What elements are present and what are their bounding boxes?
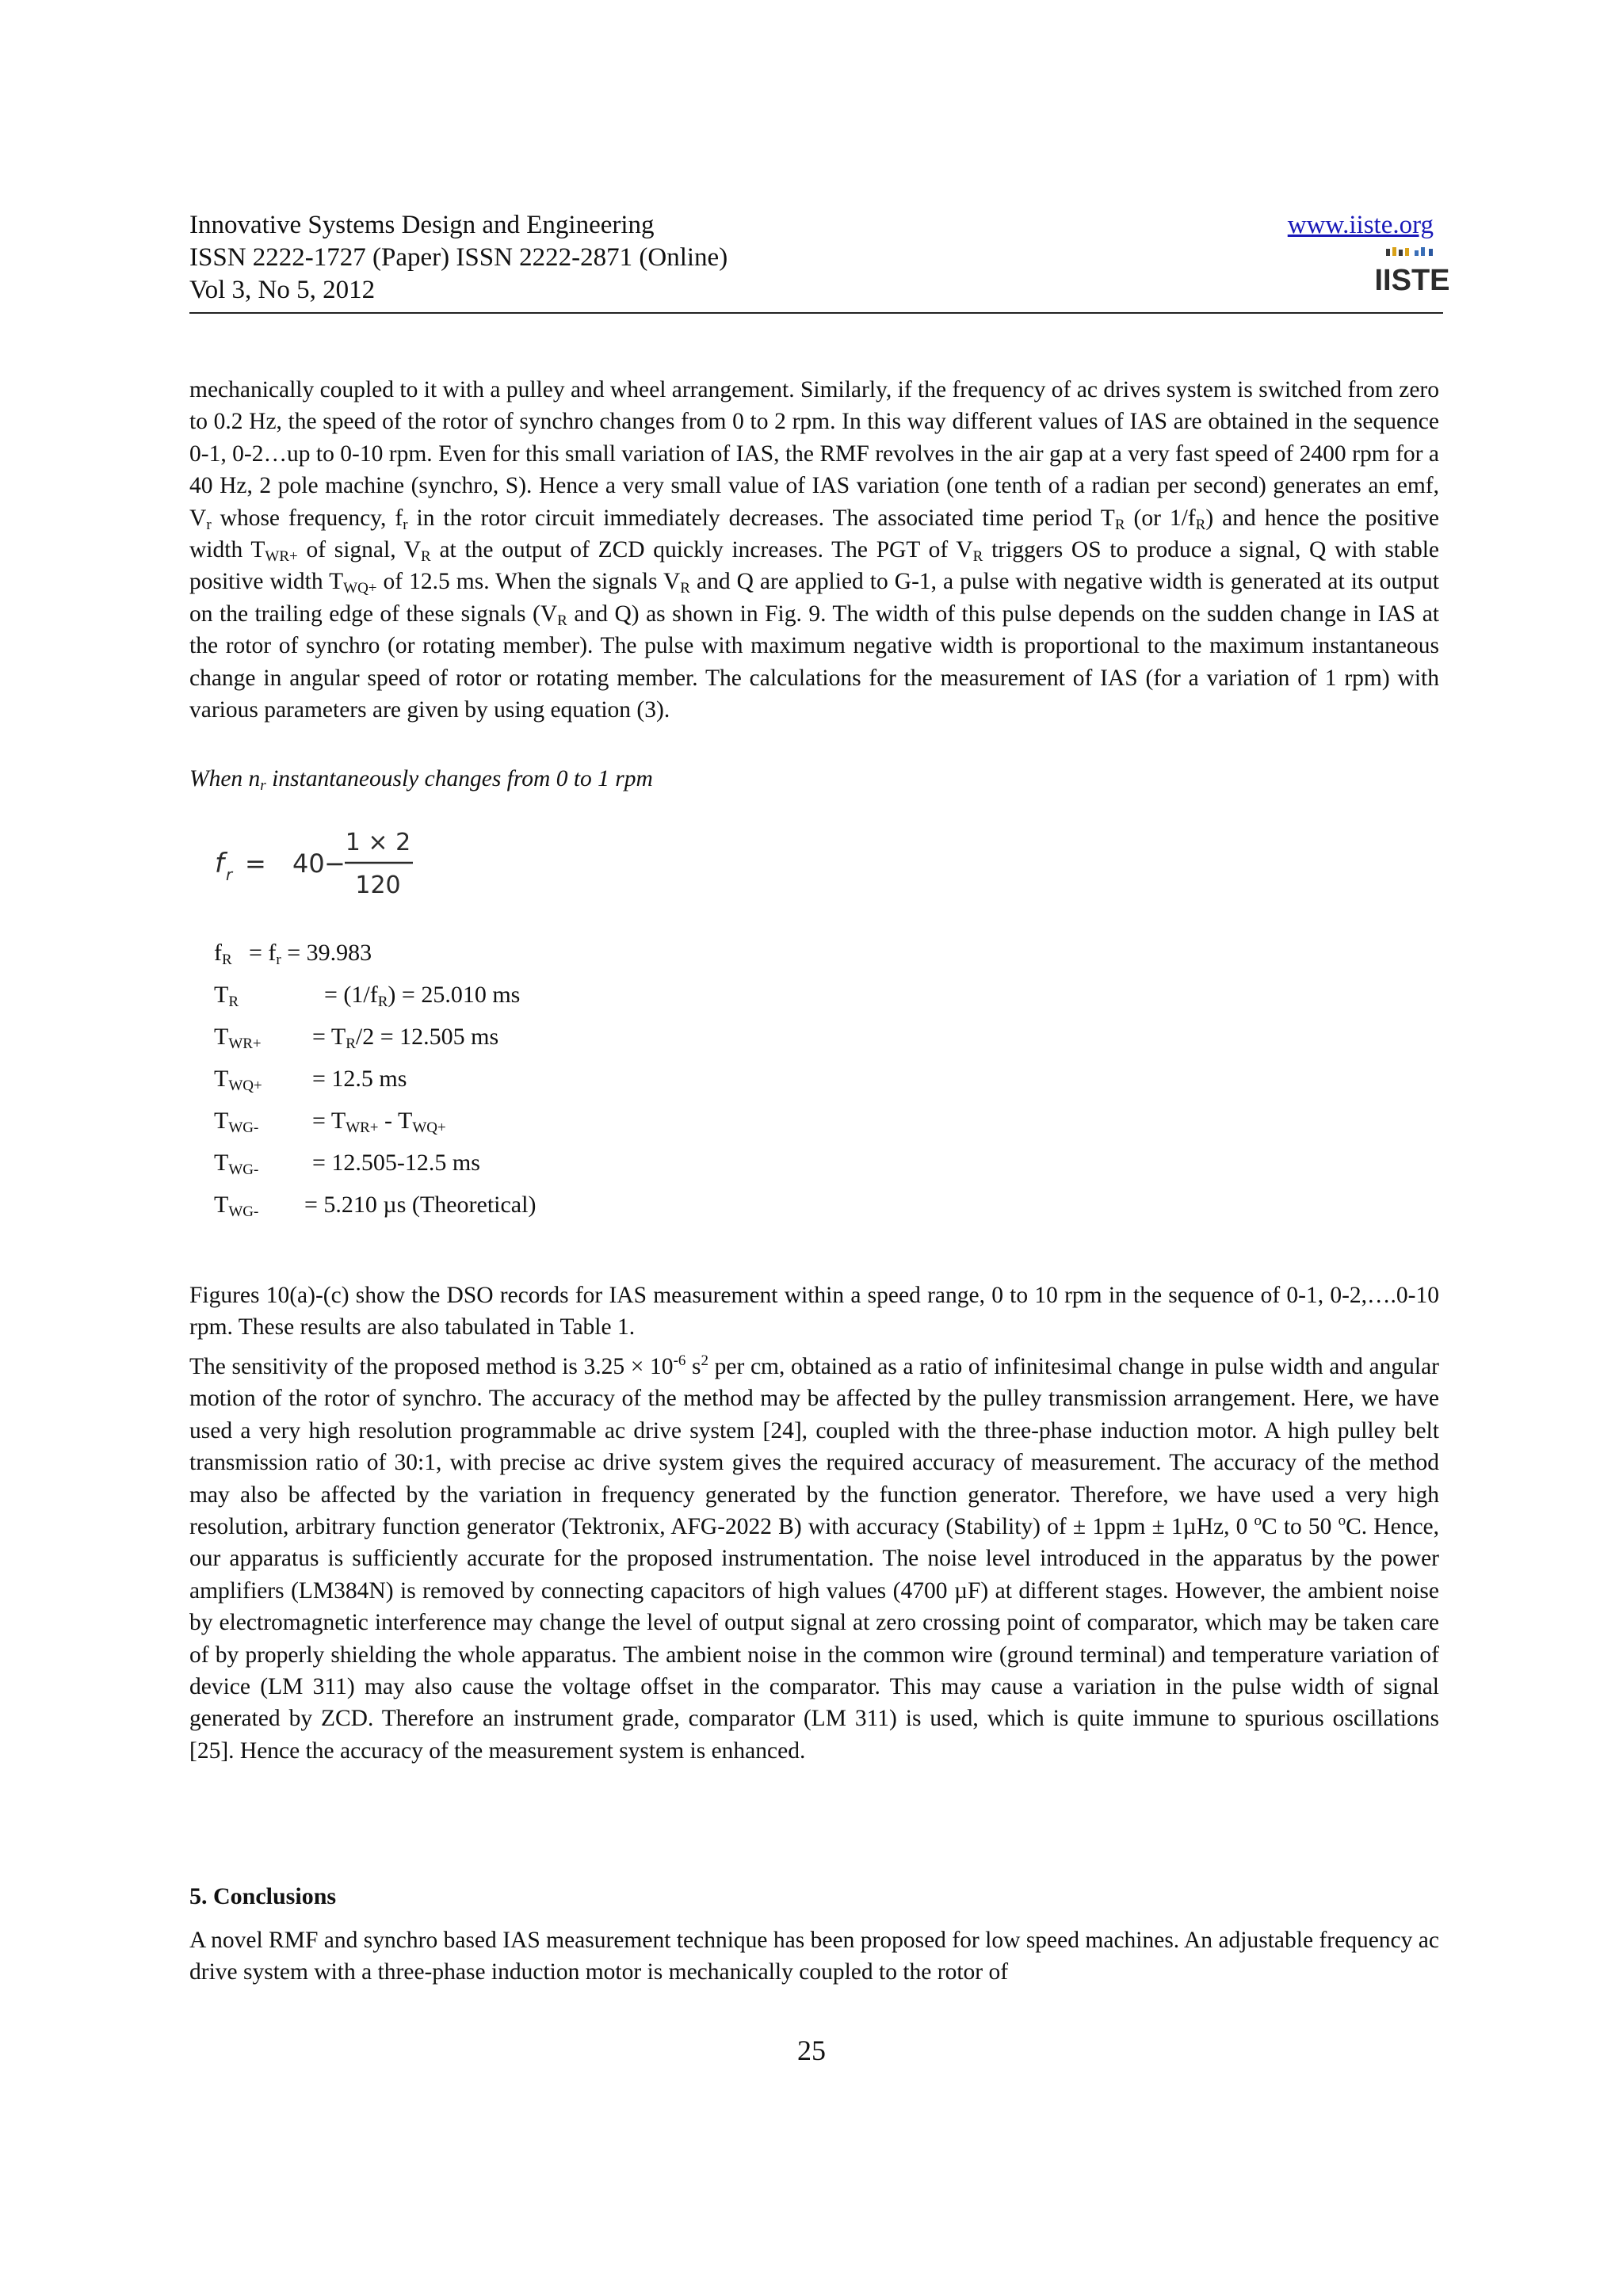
body-paragraph-4: A novel RMF and synchro based IAS measurement technique has been proposed for low speed machines. An adjustable frequency ac drive system with a three-phase induction motor is mechanically coupled to the rotor of	[189, 1928, 1439, 1985]
volume-line: Vol 3, No 5, 2012	[189, 276, 376, 304]
body-paragraph-1	[189, 374, 1439, 726]
formula-forty: 40	[292, 849, 325, 879]
formula-denominator: 120	[355, 871, 401, 899]
issn-line: ISSN 2222-1727 (Paper) ISSN 2222-2871 (Online)	[189, 243, 728, 272]
paragraph: mechanically coupled to it with a pulley and wheel arrangement. Similarly, if the frequency of ac drives system is switched from zero to 0.2 Hz, the speed of the rotor of synchro changes from 0 to 2 rpm. In this way different values of IAS are obtained in the sequence 0-1, 0-2…up to 0-10 rpm. Even for this small variation of IAS, the RMF revolves in the air gap at a very fast speed of 2400 rpm for a 40 Hz, 2 pole machine (synchro, S). Hence a very small value of IAS variation (one tenth of a radian per second) generates an emf, $V_r$ whose frequency, $f_r$ in the rotor circuit immediately decreases. The associated time period $T_R$ (or $1/f_R$) and hence the positive width $T_{WR+}$ of signal, $V_R$ at the output of ZCD quickly increases. The PGT of $V_R$ triggers OS to produce a signal, Q with stable positive width $T_{WQ+}$ of 12.5 ms. When the signals $V_R$ and Q are applied to G-1, a pulse with negative width is generated at its output on the trailing edge of these signals ($V_R$ and Q) as shown in Fig. 9. The width of this pulse depends on the sudden change in IAS at the rotor of synchro (or rotating member). The pulse with maximum negative width is proportional to the maximum instantaneous change in angular speed of rotor or rotating member. The calculations for the measurement of IAS (for a variation of 1 rpm) with various parameters are given by using equation (3).	[189, 377, 1440, 723]
iiste-logo-icon	[1374, 246, 1450, 297]
formula-numerator: 1 × 2	[345, 829, 411, 856]
body-paragraph-3	[189, 1351, 1439, 1767]
formula-lhs: f	[215, 848, 224, 879]
formula-minus: −	[324, 849, 346, 879]
page-number: 25	[797, 2035, 826, 2066]
body-paragraph-2: Figures 10(a)-(c) show the DSO records for IAS measurement within a speed range, 0 to 10 rpm in the sequence of 0-1, 0-2,….0-10 rpm. These results are also tabulated in Table 1.	[189, 1283, 1439, 1341]
italic-condition-line: When $n_r$ instantaneously changes from 0 to 1 rpm	[189, 766, 653, 794]
frequency-formula	[213, 822, 451, 901]
section-heading-conclusions: 5. Conclusions	[189, 1883, 337, 1909]
journal-url-link[interactable]: www.iiste.org	[1287, 211, 1434, 239]
header-rule	[189, 312, 1443, 314]
paragraph: The sensitivity of the proposed method is $3.25 \times 10^{-6}$ $s^2$ per cm, obtained as a ratio of infinitesimal change in pulse width and angular motion of the rotor of synchro. The accuracy of the method may be affected by the pulley transmission arrangement. Here, we have used a very high resolution programmable ac drive system [24], coupled with the three-phase induction motor. A high pulley belt transmission ratio of 30:1, with precise ac drive system gives the required accuracy of measurement. The accuracy of the method may also be affected by the variation in frequency generated by the function generator. Therefore, we have used a very high resolution, arbitrary function generator (Tektronix, AFG-2022 B) with accuracy (Stability) of ± 1ppm ± 1µHz, 0 $^o$C to 50 $^o$C. Hence, our apparatus is sufficiently accurate for the proposed instrumentation. The noise level introduced in the apparatus by the power amplifiers (LM384N) is removed by connecting capacitors of high values (4700 µF) at different stages. However, the ambient noise by electromagnetic interference may change the level of output signal at zero crossing point of comparator, which may be taken care of by properly shielding the whole apparatus. The ambient noise in the common wire (ground terminal) and temperature variation of device (LM 311) may also cause the voltage offset in the comparator. This may cause a variation in the pulse width of signal generated by ZCD. Therefore an instrument grade, comparator (LM 311) is used, which is quite immune to spurious oscillations [25]. Hence the accuracy of the measurement system is enhanced.	[189, 1352, 1440, 1764]
page-header	[189, 209, 1450, 315]
formula-equals: =	[245, 849, 266, 879]
logo-text: IISTE	[1374, 264, 1450, 297]
journal-title: Innovative Systems Design and Engineering	[189, 211, 655, 239]
formula-lhs-sub: r	[226, 865, 233, 884]
